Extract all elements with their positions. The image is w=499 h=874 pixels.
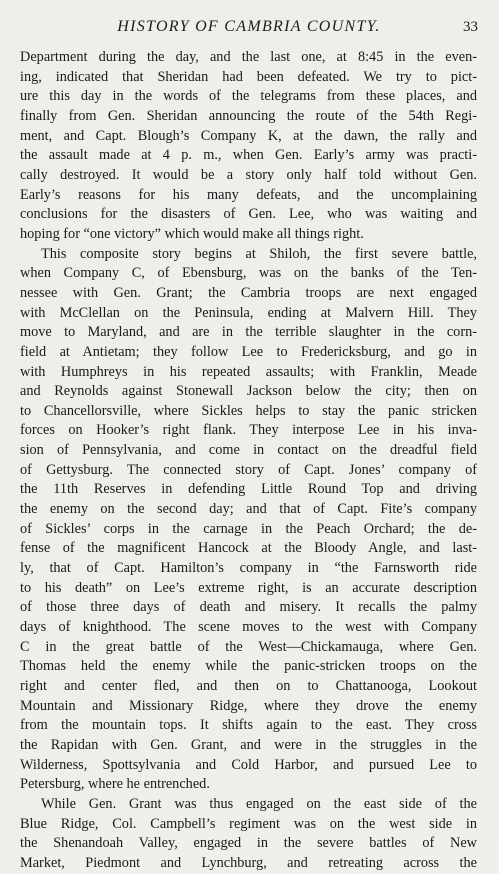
text-line: of Gettysburg. The connected story of Capt. Jones’ company of [20, 461, 477, 478]
body-text [20, 48, 477, 874]
text-line: While Gen. Grant was thus engaged on the east side of the [41, 795, 477, 812]
text-line: when Company C, of Ebensburg, was on the banks of the Ten- [20, 265, 477, 282]
text-line: Mountain and Missionary Ridge, where they drove the enemy [20, 697, 477, 714]
text-line: ing, indicated that Sheridan had been defeated. We try to pict- [20, 68, 477, 85]
text-line: with Humphreys in his repeated assaults; with Franklin, Meade [20, 363, 477, 380]
text-line: Wilderness, Spottsylvania and Cold Harbor, and pursued Lee to [20, 756, 477, 773]
text-line: conclusions for the disasters of Gen. Lee, who was waiting and [20, 206, 477, 223]
text-line: move to Maryland, and are in the terrible slaughter in the corn- [20, 324, 477, 341]
text-line: ment, and Capt. Blough’s Company K, at the dawn, the rally and [20, 127, 477, 144]
text-line: of those three days of death and misery. It recalls the palmy [20, 599, 477, 616]
text-line: the Shenandoah Valley, engaged in the severe battles of New [20, 835, 477, 852]
text-line: of Sickles’ corps in the carnage in the Peach Orchard; the de- [20, 520, 477, 537]
text-line: Market, Piedmont and Lynchburg, and retreating across the [20, 854, 477, 871]
text-line: field at Antietam; they follow Lee to Fredericksburg, and go in [20, 343, 477, 360]
text-line: the assault made at 4 p. m., when Gen. Early’s army was practi- [20, 147, 477, 164]
text-line: hoping for “one victory” which would make all things right. [20, 225, 364, 242]
text-line: Petersburg, where he entrenched. [20, 776, 210, 793]
text-line: the enemy on the second day; and that of Capt. Fite’s company [20, 501, 477, 518]
page-number: 33 [463, 19, 478, 35]
text-line: the 11th Reserves in defending Little Round Top and driving [20, 481, 477, 498]
text-line: cally destroyed. It would be a story only half told without Gen. [20, 166, 477, 183]
text-line: days of knighthood. The scene moves to the west with Company [20, 619, 477, 636]
running-header [20, 16, 478, 38]
text-line: to his death” on Lee’s extreme right, is an accurate description [20, 579, 477, 596]
text-line: C in the great battle of the West—Chickamauga, where Gen. [20, 638, 477, 655]
text-line: from the mountain tops. It shifts again to the east. They cross [20, 717, 477, 734]
text-line: ly, that of Capt. Hamilton’s company in “the Farnsworth ride [20, 560, 477, 577]
text-line: Early’s reasons for his many defeats, and the uncomplaining [20, 186, 477, 203]
text-line: with McClellan on the Peninsula, ending at Malvern Hill. They [20, 304, 477, 321]
text-line: Blue Ridge, Col. Campbell’s regiment was on the west side in [20, 815, 477, 832]
text-line: to Chancellorsville, where Sickles helps to stay the panic stricken [20, 402, 477, 419]
text-line: forces on Hooker’s right flank. They interpose Lee in his inva- [20, 422, 477, 439]
text-line: finally from Gen. Sheridan announcing the route of the 54th Regi- [20, 107, 477, 124]
text-line: right and center fled, and then on to Chattanooga, Lookout [20, 678, 477, 694]
text-line: and Reynolds against Stonewall Jackson below the city; then on [20, 383, 477, 400]
text-line: sion of Pennsylvania, and come in contact on the dreadful field [20, 442, 477, 459]
text-line: the Rapidan with Gen. Grant, and were in the struggles in the [20, 736, 477, 753]
text-line: This composite story begins at Shiloh, the first severe battle, [41, 245, 477, 262]
text-line: ure this day in the words of the telegrams from these places, and [20, 88, 477, 105]
running-title: HISTORY OF CAMBRIA COUNTY. [117, 18, 381, 35]
text-line: fense of the magnificent Hancock at the Bloody Angle, and last- [20, 540, 477, 557]
text-line: Department during the day, and the last one, at 8:45 in the even- [20, 49, 477, 65]
text-line: nessee with Gen. Grant; the Cambria troops are next engaged [20, 284, 477, 301]
text-line: Thomas held the enemy while the panic-stricken troops on the [20, 658, 477, 675]
